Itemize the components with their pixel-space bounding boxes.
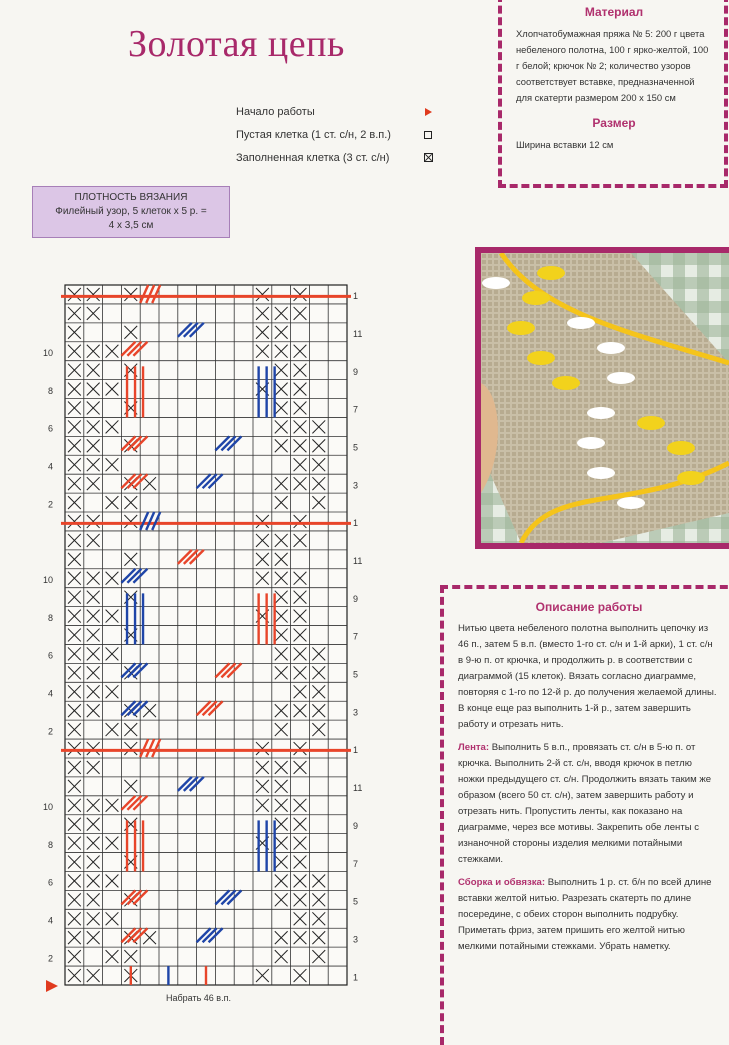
row-number-right: 5: [353, 442, 359, 453]
row-number-right: 9: [353, 820, 359, 831]
row-number-left: 10: [42, 802, 53, 812]
chart-bottom-label: Набрать 46 в.п.: [166, 993, 231, 1003]
gauge-line2: 4 х 3,5 см: [108, 220, 154, 231]
row-number-right: 11: [353, 329, 363, 340]
row-number-right: 7: [353, 631, 359, 642]
size-heading: Размер: [592, 116, 636, 130]
row-number-right: 11: [353, 556, 363, 567]
row-number-left: 6: [47, 877, 53, 888]
assembly-text: Выполнить 1 р. ст. б/н по всей длине вставки желтой нитью. Разрезать скатерть по длине посередине, с обеих сторон выполнить подрубку. Приметать фриз, затем пришить его желтой нитью мелкими потайными стежками. Убрать наметку.: [458, 877, 712, 952]
row-number-right: 7: [353, 858, 359, 869]
row-number-left: 6: [47, 423, 53, 434]
ribbon-text: Выполнить 5 в.п., провязать ст. с/н в 5-ю п. от крючка. Выполнить 2-й ст. с/н, вводя крючок в петлю ножки предыдущего ст. с/н. Продолжить вязать таким же образом (всего 50 ст. с/н), затем завершить работу и отрезать нить. Пропустить ленты, как показано на диаграмме, через все мотивы. Закрепить обе ленты с изнаночной стороны изделия мелкими потайными стежками.: [458, 742, 712, 865]
row-number-left: 4: [47, 915, 53, 926]
legend-filled-label: Заполненная клетка (3 ст. с/н): [236, 151, 390, 164]
row-number-left: 2: [47, 726, 53, 737]
row-number-right: 3: [353, 934, 359, 945]
legend-start-label: Начало работы: [236, 105, 315, 118]
description-heading: Описание работы: [535, 600, 643, 614]
row-number-right: 3: [353, 707, 359, 718]
row-number-right: 1: [353, 745, 359, 756]
row-number-left: 2: [47, 953, 53, 964]
row-number-right: 11: [353, 783, 363, 794]
start-arrow-icon: [46, 980, 58, 992]
size-text: Ширина вставки 12 см: [516, 139, 614, 150]
row-number-left: 8: [47, 839, 53, 850]
material-heading: Материал: [584, 5, 644, 19]
row-number-right: 5: [353, 896, 359, 907]
row-number-left: 2: [47, 499, 53, 510]
assembly-label: Сборка и обвязка:: [458, 877, 546, 888]
gauge-line1: Филейный узор, 5 клеток х 5 р. =: [55, 206, 207, 217]
chart-frame: [65, 285, 347, 985]
row-number-right: 9: [353, 366, 359, 377]
row-number-right: 5: [353, 669, 359, 680]
legend-empty-label: Пустая клетка (1 ст. с/н, 2 в.п.): [236, 128, 391, 141]
row-number-left: 4: [47, 461, 53, 472]
row-number-right: 1: [353, 291, 359, 302]
description-p1: Нитью цвета небеленого полотна выполнить цепочку из 46 п., затем 5 в.п. (вместо 1-го ст. с/н и 1-й арки), 1 ст. с/н в 9-ю п. от крючка, и продолжить р. в соответствии с диаграммой (15 клеток). Вязать согласно диаграмме, повторяя с 1-го по 12-й р. до получения желаемой длины. В конце еще раз выполнить 1-й р., затем завершить работу и отрезать нить.: [458, 623, 717, 730]
page-title: Золотая цепь: [128, 23, 345, 65]
material-text: Хлопчатобумажная пряжа № 5: 200 г цвета небеленого полотна, 100 г ярко-желтой, 100 г белой; крючок № 2; количество узоров соответствует вставке, предназначенной для скатерти размером 200 х 150 см: [516, 28, 709, 103]
row-number-left: 10: [42, 574, 53, 585]
ribbon-label: Лента:: [458, 742, 490, 753]
row-number-right: 3: [353, 480, 359, 491]
row-number-left: 8: [47, 612, 53, 623]
row-number-left: 10: [42, 347, 53, 358]
row-number-left: 4: [47, 688, 53, 699]
row-number-right: 1: [353, 518, 359, 529]
row-number-left: 8: [47, 385, 53, 396]
gauge-title: ПЛОТНОСТЬ ВЯЗАНИЯ: [74, 192, 188, 203]
row-number-left: 6: [47, 650, 53, 661]
row-number-right: 9: [353, 593, 359, 604]
row-number-right: 7: [353, 404, 359, 415]
row-number-right: 1: [353, 972, 359, 983]
